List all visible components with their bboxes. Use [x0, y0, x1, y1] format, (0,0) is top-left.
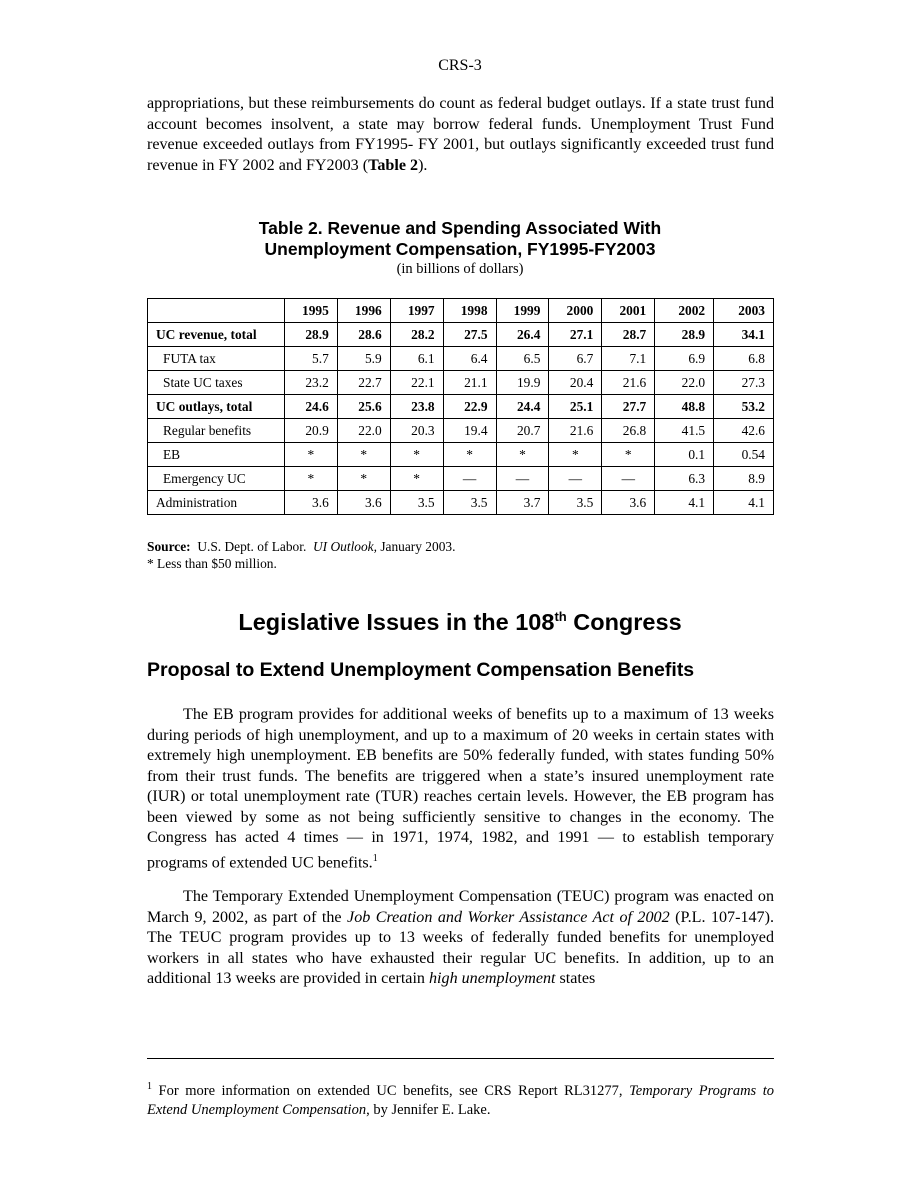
cell: 41.5 — [655, 419, 714, 443]
paragraph-text: (P.L. 107-147). The TEUC program provides up to 13 weeks of federally funded benefits for unemployed workers in all states who have exhausted their regular UC benefits. In addition, up to an additional 13 weeks are provided in certain — [147, 908, 774, 987]
cell: 0.54 — [714, 443, 774, 467]
table-reference: Table 2 — [368, 156, 419, 174]
header-year: 2002 — [655, 299, 714, 323]
source-line — [147, 538, 455, 555]
act-title: Job Creation and Worker Assistance Act of 2002 — [347, 908, 670, 926]
cell: 34.1 — [714, 323, 774, 347]
cell: 23.2 — [284, 371, 337, 395]
revenue-spending-table — [147, 298, 774, 515]
cell: * — [337, 443, 390, 467]
cell: 28.9 — [655, 323, 714, 347]
body-paragraph-eb — [147, 705, 774, 873]
row-label: Regular benefits — [148, 419, 285, 443]
table-row — [148, 371, 774, 395]
intro-paragraph — [147, 94, 774, 176]
page-number: CRS-3 — [438, 57, 482, 74]
cell: 22.0 — [655, 371, 714, 395]
cell: 28.7 — [602, 323, 655, 347]
row-label: EB — [148, 443, 285, 467]
cell: 19.4 — [443, 419, 496, 443]
table-row — [148, 323, 774, 347]
cell: 21.6 — [549, 419, 602, 443]
header-year: 1996 — [337, 299, 390, 323]
source-publication: UI Outlook, — [313, 539, 377, 554]
cell: — — [496, 467, 549, 491]
cell: 24.6 — [284, 395, 337, 419]
cell: 3.6 — [337, 491, 390, 515]
cell: — — [602, 467, 655, 491]
cell: 0.1 — [655, 443, 714, 467]
cell: * — [337, 467, 390, 491]
cell: * — [443, 443, 496, 467]
cell: 3.5 — [443, 491, 496, 515]
cell: 27.5 — [443, 323, 496, 347]
paragraph-text: The EB program provides for additional weeks of benefits up to a maximum of 13 weeks during periods of high unemployment, and up to a maximum of 20 weeks in certain states with extremely high unemployment. EB benefits are 50% federally funded, with states funding 50% from their trust funds. The benefits are triggered when a state’s insured unemployment rate (IUR) or total unemployment rate (TUR) reaches certain levels. However, the EB program has been viewed by some as not being sufficiently sensitive to changes in the economy. The Congress has acted 4 times — in 1971, 1974, 1982, and 1991 — to establish temporary programs of extended UC benefits. — [147, 706, 774, 871]
cell: 6.7 — [549, 347, 602, 371]
cell: 27.1 — [549, 323, 602, 347]
header-year: 2003 — [714, 299, 774, 323]
header-year: 1997 — [390, 299, 443, 323]
source-text: U.S. Dept. of Labor. — [190, 539, 313, 554]
cell: * — [549, 443, 602, 467]
cell: 22.9 — [443, 395, 496, 419]
cell: 42.6 — [714, 419, 774, 443]
footnote-number: 1 — [147, 1081, 152, 1092]
cell: 53.2 — [714, 395, 774, 419]
table-title-line-1: Table 2. Revenue and Spending Associated With — [258, 218, 662, 238]
cell: 3.5 — [390, 491, 443, 515]
cell: 23.8 — [390, 395, 443, 419]
cell: 20.9 — [284, 419, 337, 443]
header-year: 2001 — [602, 299, 655, 323]
table-row — [148, 395, 774, 419]
source-date: January 2003. — [376, 539, 456, 554]
report-title: Temporary Programs to Extend Unemployment Compensation — [147, 1082, 775, 1118]
cell: 25.1 — [549, 395, 602, 419]
row-label: State UC taxes — [148, 371, 285, 395]
cell: 3.6 — [602, 491, 655, 515]
footnote-text-end: , by Jennifer E. Lake. — [366, 1101, 491, 1118]
row-label: UC revenue, total — [148, 323, 285, 347]
cell: 6.5 — [496, 347, 549, 371]
footnote-marker[interactable]: 1 — [372, 852, 378, 864]
cell: 4.1 — [655, 491, 714, 515]
source-label: Source: — [147, 539, 191, 554]
body-paragraph-teuc — [147, 887, 774, 990]
footnote-text: For more information on extended UC benefits, see CRS Report RL31277, — [152, 1082, 630, 1099]
cell: 20.4 — [549, 371, 602, 395]
header-year: 1995 — [284, 299, 337, 323]
cell: 6.9 — [655, 347, 714, 371]
cell: * — [602, 443, 655, 467]
table-subtitle: (in billions of dollars) — [396, 261, 524, 277]
cell: 28.9 — [284, 323, 337, 347]
section-heading — [0, 609, 920, 636]
cell: 3.6 — [284, 491, 337, 515]
cell: 5.7 — [284, 347, 337, 371]
cell: 28.6 — [337, 323, 390, 347]
table-header-row — [148, 299, 774, 323]
row-label: UC outlays, total — [148, 395, 285, 419]
cell: 6.3 — [655, 467, 714, 491]
cell: * — [390, 443, 443, 467]
row-label: FUTA tax — [148, 347, 285, 371]
cell: 7.1 — [602, 347, 655, 371]
table-row — [148, 467, 774, 491]
cell: * — [284, 467, 337, 491]
cell: 48.8 — [655, 395, 714, 419]
footnote — [147, 1077, 774, 1120]
table-row — [148, 491, 774, 515]
header-year: 2000 — [549, 299, 602, 323]
heading-text-end: Congress — [566, 609, 682, 635]
cell: 27.7 — [602, 395, 655, 419]
table-title — [0, 218, 920, 260]
table-note: * Less than $50 million. — [147, 556, 277, 571]
intro-text-end: ). — [418, 156, 428, 174]
cell: 27.3 — [714, 371, 774, 395]
cell: 21.6 — [602, 371, 655, 395]
cell: 22.0 — [337, 419, 390, 443]
cell: — — [549, 467, 602, 491]
table-row — [148, 347, 774, 371]
table-row — [148, 443, 774, 467]
cell: 22.1 — [390, 371, 443, 395]
table-title-line-2: Unemployment Compensation, FY1995-FY2003 — [264, 239, 656, 259]
cell: 21.1 — [443, 371, 496, 395]
heading-superscript: th — [554, 609, 567, 625]
cell: 22.7 — [337, 371, 390, 395]
cell: * — [496, 443, 549, 467]
cell: 8.9 — [714, 467, 774, 491]
header-year: 1999 — [496, 299, 549, 323]
cell: — — [443, 467, 496, 491]
cell: 20.3 — [390, 419, 443, 443]
cell: 3.5 — [549, 491, 602, 515]
subsection-heading: Proposal to Extend Unemployment Compensation Benefits — [147, 659, 695, 681]
cell: 26.8 — [602, 419, 655, 443]
cell: 25.6 — [337, 395, 390, 419]
paragraph-text: states — [555, 970, 596, 987]
paragraph-text: The Temporary Extended Unemployment Compensation (TEUC) program was enacted on March 9, 2002, as part of the — [147, 888, 774, 926]
cell: 5.9 — [337, 347, 390, 371]
cell: 6.4 — [443, 347, 496, 371]
row-label: Administration — [148, 491, 285, 515]
header-year: 1998 — [443, 299, 496, 323]
cell: * — [284, 443, 337, 467]
cell: 24.4 — [496, 395, 549, 419]
table-row — [148, 419, 774, 443]
cell: 3.7 — [496, 491, 549, 515]
intro-text: appropriations, but these reimbursements do count as federal budget outlays. If a state trust fund account becomes insolvent, a state may borrow federal funds. Unemployment Trust Fund revenue exceeded outlays from FY1995- FY 2001, but outlays significantly exceeded trust fund revenue in FY 2002 and FY2003 ( — [147, 95, 774, 174]
cell: 6.1 — [390, 347, 443, 371]
cell: 19.9 — [496, 371, 549, 395]
cell: 4.1 — [714, 491, 774, 515]
cell: 26.4 — [496, 323, 549, 347]
cell: 6.8 — [714, 347, 774, 371]
heading-text: Legislative Issues in the 108 — [238, 609, 555, 635]
cell: 28.2 — [390, 323, 443, 347]
header-blank — [148, 299, 285, 323]
footnote-divider — [147, 1058, 774, 1059]
emphasis-term: high unemployment — [429, 970, 556, 987]
row-label: Emergency UC — [148, 467, 285, 491]
cell: 20.7 — [496, 419, 549, 443]
cell: * — [390, 467, 443, 491]
table-source — [147, 538, 455, 572]
